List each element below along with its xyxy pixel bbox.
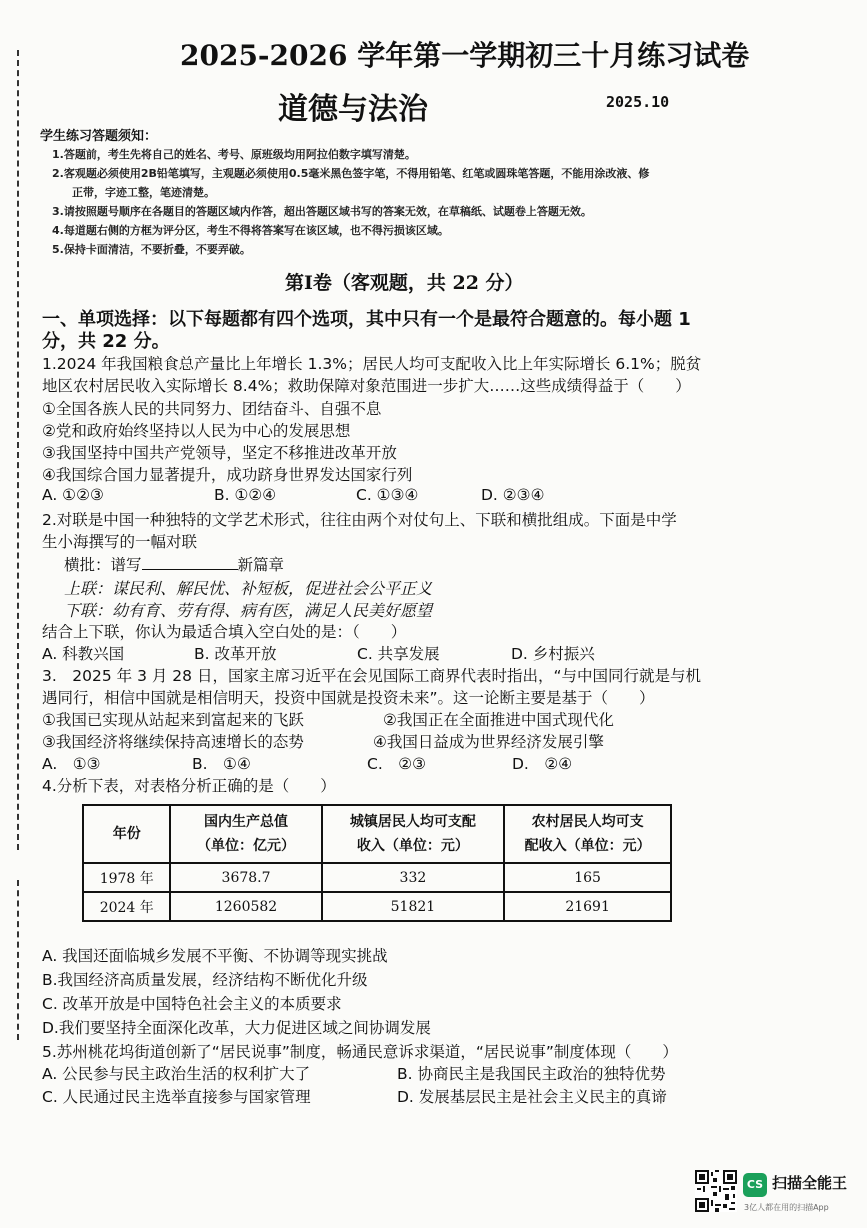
couplet-hengpi-prefix: 横批：谱写 [64, 556, 142, 574]
option-d: D. ②③④ [481, 486, 545, 504]
question-1-stem: 地区农村居民收入实际增长 8.4%；救助保障对象范围进一步扩大……这些成绩得益于（ ） [42, 377, 691, 395]
option-b: B.我国经济高质量发展，经济结构不断优化升级 [42, 971, 368, 989]
option-b: B. ①④ [192, 755, 251, 773]
table-header-cell: 农村居民人均可支 配收入（单位：元） [504, 805, 671, 863]
table-header-cell: 国内生产总值 （单位：亿元） [170, 805, 321, 863]
option-c: C. 人民通过民主选举直接参与国家管理 [42, 1088, 311, 1106]
exam-title: 2025-2026 学年第一学期初三十月练习试卷 [180, 39, 750, 72]
section-heading: 分，共 22 分。 [42, 331, 170, 352]
question-2-prompt: 结合上下联，你认为最适合填入空白处的是：（ ） [42, 623, 407, 641]
table-cell: 2024 年 [83, 892, 170, 921]
option-d: D. 乡村振兴 [511, 645, 595, 663]
table-header-row [83, 805, 671, 863]
option-c: C. 改革开放是中国特色社会主义的本质要求 [42, 995, 342, 1013]
subject-title: 道德与法治 [278, 92, 428, 127]
couplet-shanglian: 上联：谋民利、解民忧、补短板，促进社会公平正义 [64, 579, 433, 598]
notice-item: 3.请按照题号顺序在各题目的答题区域内作答，超出答题区域书写的答案无效，在草稿纸、试题卷上答题无效。 [52, 205, 592, 218]
statement: ④我国日益成为世界经济发展引擎 [373, 733, 604, 751]
table-header-cell: 年份 [83, 805, 170, 863]
option-d: D.我们要坚持全面深化改革，大力促进区域之间协调发展 [42, 1019, 431, 1037]
table-cell: 1260582 [170, 892, 321, 921]
option-c: C. ②③ [367, 755, 427, 773]
binding-margin-line [17, 50, 19, 850]
table-header-cell: 城镇居民人均可支配 收入（单位：元） [322, 805, 505, 863]
option-d: D. 发展基层民主是社会主义民主的真谛 [397, 1088, 667, 1106]
option-a: A. 我国还面临城乡发展不平衡、不协调等现实挑战 [42, 947, 388, 965]
camscanner-logo: CS [743, 1173, 767, 1197]
exam-date: 2025.10 [606, 93, 670, 111]
couplet-hengpi [64, 553, 284, 575]
couplet-xialian: 下联：幼有育、劳有得、病有医，满足人民美好愿望 [64, 601, 433, 620]
option-a: A. 科教兴国 [42, 645, 125, 663]
qr-code-icon [695, 1170, 737, 1212]
table-row [83, 863, 671, 892]
option-a: A. ①③ [42, 755, 101, 773]
notice-heading: 学生练习答题须知： [40, 129, 158, 144]
notice-item: 1.答题前，考生先将自己的姓名、考号、原班级均用阿拉伯数字填写清楚。 [52, 148, 416, 161]
section-title: 第Ⅰ卷（客观题，共 22 分） [285, 272, 524, 294]
table-cell: 1978 年 [83, 863, 170, 892]
option-a: A. 公民参与民主政治生活的权利扩大了 [42, 1065, 311, 1083]
table-cell: 21691 [504, 892, 671, 921]
notice-item: 5.保持卡面清洁，不要折叠，不要弄破。 [52, 243, 251, 256]
statement: ①我国已实现从站起来到富起来的飞跃 [42, 711, 304, 729]
statement: ②我国正在全面推进中国式现代化 [383, 711, 614, 729]
question-2-stem: 2.对联是中国一种独特的文学艺术形式，往往由两个对仗句上、下联和横批组成。下面是中学 [42, 511, 677, 529]
watermark-subtitle: 3亿人都在用的扫描App [744, 1203, 829, 1212]
statement: ③我国经济将继续保持高速增长的态势 [42, 733, 304, 751]
option-b: B. 改革开放 [194, 645, 277, 663]
gdp-income-table [82, 804, 672, 922]
table-row [83, 892, 671, 921]
answer-blank [142, 555, 238, 570]
table-cell: 332 [322, 863, 505, 892]
question-4-stem: 4.分析下表，对表格分析正确的是（ ） [42, 777, 336, 795]
option-a: A. ①②③ [42, 486, 104, 504]
question-3-stem: 3. 2025 年 3 月 28 日，国家主席习近平在会见国际工商界代表时指出，“与中国同行就是与机 [42, 667, 701, 685]
statement: ③我国坚持中国共产党领导，坚定不移推进改革开放 [42, 444, 397, 462]
watermark-name: 扫描全能王 [772, 1174, 848, 1192]
question-2-stem: 生小海撰写的一幅对联 [42, 533, 198, 551]
statement: ④我国综合国力显著提升，成功跻身世界发达国家行列 [42, 466, 413, 484]
section-heading: 一、单项选择：以下每题都有四个选项，其中只有一个是最符合题意的。每小题 1 [42, 309, 691, 330]
option-c: C. ①③④ [356, 486, 419, 504]
table-cell: 3678.7 [170, 863, 321, 892]
option-b: B. 协商民主是我国民主政治的独特优势 [397, 1065, 666, 1083]
notice-item: 正带，字迹工整，笔迹清楚。 [72, 186, 215, 199]
option-b: B. ①②④ [214, 486, 277, 504]
question-1-stem: 1.2024 年我国粮食总产量比上年增长 1.3%；居民人均可支配收入比上年实际增长 6.1%；脱贫 [42, 355, 702, 373]
notice-item: 4.每道题右侧的方框为评分区，考生不得将答案写在该区域，也不得污损该区域。 [52, 224, 449, 237]
couplet-hengpi-suffix: 新篇章 [237, 556, 285, 574]
statement: ①全国各族人民的共同努力、团结奋斗、自强不息 [42, 400, 382, 418]
binding-margin-line [17, 880, 19, 1040]
notice-item: 2.客观题必须使用2B铅笔填写，主观题必须使用0.5毫米黑色签字笔，不得用铅笔、红笔或圆珠笔答题，不能用涂改液、修 [52, 167, 650, 180]
table-cell: 51821 [322, 892, 505, 921]
statement: ②党和政府始终坚持以人民为中心的发展思想 [42, 422, 351, 440]
option-d: D. ②④ [512, 755, 573, 773]
question-5-stem: 5.苏州桃花坞街道创新了“居民说事”制度，畅通民意诉求渠道，“居民说事”制度体现（ ） [42, 1043, 678, 1061]
table-cell: 165 [504, 863, 671, 892]
question-3-stem: 遇同行，相信中国就是相信明天，投资中国就是投资未来”。这一论断主要是基于（ ） [42, 689, 655, 707]
option-c: C. 共享发展 [357, 645, 440, 663]
